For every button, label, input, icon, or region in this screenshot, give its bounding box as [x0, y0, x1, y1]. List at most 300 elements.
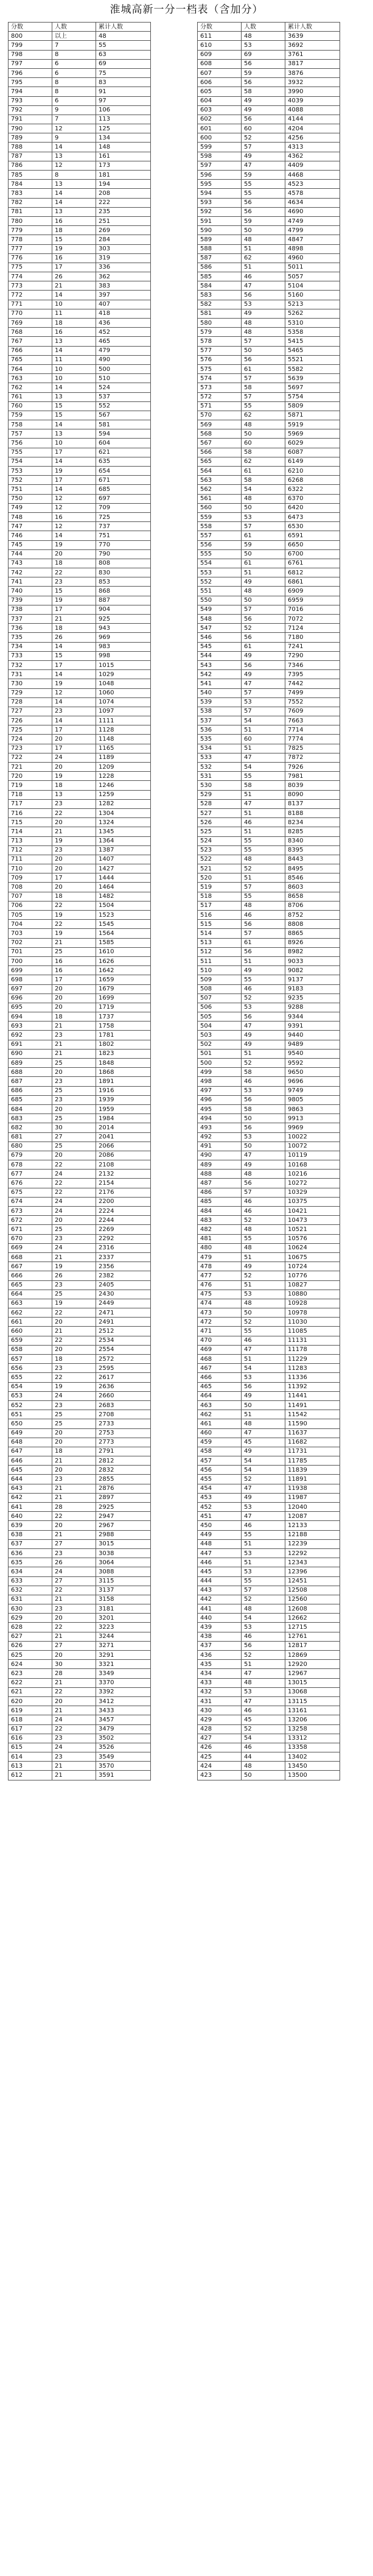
- score-cell: 697: [9, 984, 52, 993]
- table-row: [9, 845, 151, 855]
- cumulative-cell: 1128: [96, 725, 151, 735]
- table-row: [198, 735, 340, 744]
- cumulative-cell: 3932: [285, 78, 340, 87]
- table-row: [9, 143, 151, 152]
- table-row: [9, 1771, 151, 1780]
- table-row: [198, 1762, 340, 1771]
- score-cell: 738: [9, 605, 52, 614]
- table-row: [198, 855, 340, 864]
- table-row: [198, 1706, 340, 1715]
- score-cell: 773: [9, 281, 52, 291]
- table-row: [9, 207, 151, 216]
- table-row: [198, 512, 340, 521]
- count-cell: 49: [242, 96, 285, 105]
- table-row: [9, 1225, 151, 1234]
- count-cell: 53: [242, 1503, 285, 1512]
- score-cell: 533: [198, 753, 242, 762]
- count-cell: 48: [242, 1762, 285, 1771]
- cumulative-cell: 10827: [285, 1280, 340, 1290]
- table-row: [198, 716, 340, 725]
- count-cell: 20: [52, 864, 96, 873]
- cumulative-cell: 10421: [285, 1207, 340, 1216]
- table-row: [198, 439, 340, 448]
- count-cell: 53: [242, 300, 285, 309]
- score-cell: 539: [198, 697, 242, 707]
- count-cell: 17: [52, 744, 96, 753]
- cumulative-cell: 2405: [96, 1280, 151, 1290]
- cumulative-cell: 2200: [96, 1197, 151, 1206]
- cumulative-cell: 5011: [285, 263, 340, 272]
- cumulative-cell: 10072: [285, 1142, 340, 1151]
- cumulative-cell: 13258: [285, 1724, 340, 1734]
- score-cell: 726: [9, 716, 52, 725]
- table-row: [198, 956, 340, 965]
- score-cell: 524: [198, 836, 242, 845]
- score-cell: 778: [9, 235, 52, 244]
- cumulative-cell: 2041: [96, 1132, 151, 1142]
- score-cell: 706: [9, 901, 52, 910]
- table-row: [198, 1355, 340, 1364]
- count-cell: 21: [52, 1493, 96, 1502]
- table-row: [9, 1576, 151, 1586]
- count-cell: 16: [52, 253, 96, 263]
- count-cell: 52: [242, 624, 285, 633]
- table-row: [198, 790, 340, 799]
- cumulative-cell: 4847: [285, 235, 340, 244]
- table-row: [9, 1077, 151, 1086]
- cumulative-cell: 1585: [96, 938, 151, 947]
- score-cell: 604: [198, 96, 242, 105]
- cumulative-cell: 11542: [285, 1410, 340, 1419]
- cumulative-cell: 1737: [96, 1012, 151, 1022]
- cumulative-cell: 7609: [285, 707, 340, 716]
- count-cell: 19: [52, 1299, 96, 1308]
- count-cell: 53: [242, 1373, 285, 1382]
- table-row: [198, 1123, 340, 1132]
- cumulative-cell: 11785: [285, 1456, 340, 1466]
- score-cell: 609: [198, 50, 242, 59]
- table-row: [9, 198, 151, 207]
- score-cell: 583: [198, 291, 242, 300]
- table-row: [198, 799, 340, 808]
- count-cell: 20: [52, 1216, 96, 1225]
- cumulative-cell: 5415: [285, 337, 340, 346]
- table-row: [9, 1142, 151, 1151]
- cumulative-cell: 13206: [285, 1715, 340, 1724]
- score-cell: 611: [198, 32, 242, 41]
- score-cell: 561: [198, 494, 242, 503]
- score-cell: 585: [198, 272, 242, 281]
- table-row: [198, 1373, 340, 1382]
- score-cell: 725: [9, 725, 52, 735]
- score-cell: 537: [198, 716, 242, 725]
- score-cell: 743: [9, 559, 52, 568]
- score-cell: 724: [9, 735, 52, 744]
- cumulative-cell: 6268: [285, 476, 340, 485]
- cumulative-cell: 12817: [285, 1641, 340, 1650]
- count-cell: 15: [52, 651, 96, 660]
- cumulative-cell: 2512: [96, 1327, 151, 1336]
- count-cell: 55: [242, 892, 285, 901]
- cumulative-cell: 2925: [96, 1503, 151, 1512]
- table-row: [198, 1604, 340, 1614]
- score-cell: 715: [9, 818, 52, 827]
- cumulative-cell: 4468: [285, 171, 340, 180]
- cumulative-cell: 1345: [96, 827, 151, 836]
- cumulative-cell: 397: [96, 291, 151, 300]
- table-header-row: [9, 23, 151, 32]
- table-row: [198, 1290, 340, 1299]
- table-row: [9, 577, 151, 587]
- cumulative-cell: 336: [96, 263, 151, 272]
- cumulative-cell: 13312: [285, 1734, 340, 1743]
- score-cell: 572: [198, 392, 242, 401]
- score-cell: 476: [198, 1280, 242, 1290]
- table-row: [9, 818, 151, 827]
- cumulative-cell: 1959: [96, 1104, 151, 1113]
- cumulative-cell: 8926: [285, 938, 340, 947]
- score-cell: 497: [198, 1086, 242, 1095]
- cumulative-cell: 1699: [96, 993, 151, 1003]
- table-row: [9, 1456, 151, 1466]
- cumulative-cell: 2244: [96, 1216, 151, 1225]
- cumulative-cell: 8039: [285, 781, 340, 790]
- count-cell: 61: [242, 467, 285, 476]
- table-row: [198, 1077, 340, 1086]
- table-row: [9, 1391, 151, 1400]
- count-cell: 19: [52, 244, 96, 253]
- count-cell: 23: [52, 1095, 96, 1104]
- cumulative-cell: 1659: [96, 975, 151, 984]
- table-row: [198, 615, 340, 624]
- cumulative-cell: 12343: [285, 1558, 340, 1567]
- score-cell: 759: [9, 411, 52, 420]
- cumulative-cell: 12508: [285, 1586, 340, 1595]
- score-cell: 441: [198, 1604, 242, 1614]
- count-cell: 20: [52, 735, 96, 744]
- count-cell: 48: [242, 1604, 285, 1614]
- count-cell: 21: [52, 1762, 96, 1771]
- score-cell: 728: [9, 697, 52, 707]
- cumulative-cell: 9082: [285, 966, 340, 975]
- score-cell: 553: [198, 568, 242, 577]
- count-cell: 51: [242, 956, 285, 965]
- cumulative-cell: 8234: [285, 818, 340, 827]
- count-cell: 53: [242, 512, 285, 521]
- cumulative-cell: 1304: [96, 808, 151, 817]
- table-row: [198, 337, 340, 346]
- cumulative-cell: 319: [96, 253, 151, 263]
- count-cell: 11: [52, 309, 96, 318]
- table-row: [198, 392, 340, 401]
- table-row: [198, 189, 340, 198]
- cumulative-cell: 6761: [285, 559, 340, 568]
- count-cell: 22: [52, 1724, 96, 1734]
- score-cell: 423: [198, 1771, 242, 1780]
- table-row: [9, 512, 151, 521]
- score-cell: 458: [198, 1447, 242, 1456]
- table-row: [198, 1216, 340, 1225]
- cumulative-cell: 2269: [96, 1225, 151, 1234]
- score-cell: 610: [198, 41, 242, 50]
- cumulative-cell: 500: [96, 364, 151, 373]
- score-cell: 702: [9, 938, 52, 947]
- score-cell: 673: [9, 1207, 52, 1216]
- cumulative-cell: 2154: [96, 1179, 151, 1188]
- cumulative-cell: 13500: [285, 1771, 340, 1780]
- score-cell: 598: [198, 152, 242, 161]
- count-cell: 53: [242, 41, 285, 50]
- count-cell: 47: [242, 799, 285, 808]
- count-cell: 51: [242, 1049, 285, 1058]
- cumulative-cell: 2316: [96, 1243, 151, 1252]
- cumulative-cell: 1626: [96, 956, 151, 965]
- count-cell: 20: [52, 1438, 96, 1447]
- count-cell: 48: [242, 235, 285, 244]
- count-cell: 24: [52, 1743, 96, 1752]
- count-cell: 25: [52, 1059, 96, 1068]
- score-cell: 684: [9, 1104, 52, 1113]
- score-cell: 776: [9, 253, 52, 263]
- table-row: [9, 401, 151, 411]
- score-cell: 616: [9, 1734, 52, 1743]
- table-row: [9, 836, 151, 845]
- count-cell: 19: [52, 679, 96, 688]
- table-row: [9, 753, 151, 762]
- cumulative-cell: 808: [96, 559, 151, 568]
- table-row: [198, 485, 340, 494]
- cumulative-cell: 2491: [96, 1318, 151, 1327]
- count-cell: 56: [242, 1012, 285, 1022]
- count-cell: 19: [52, 772, 96, 781]
- table-row: [9, 781, 151, 790]
- table-row: [198, 1595, 340, 1604]
- cumulative-cell: 604: [96, 439, 151, 448]
- count-cell: 25: [52, 1114, 96, 1123]
- cumulative-cell: 3692: [285, 41, 340, 50]
- score-cell: 590: [198, 226, 242, 235]
- table-row: [198, 1539, 340, 1548]
- count-cell: 51: [242, 1539, 285, 1548]
- cumulative-cell: 3271: [96, 1641, 151, 1650]
- cumulative-cell: 3064: [96, 1558, 151, 1567]
- cumulative-cell: 4409: [285, 161, 340, 170]
- table-row: [198, 1170, 340, 1179]
- score-cell: 732: [9, 660, 52, 669]
- score-cell: 450: [198, 1521, 242, 1530]
- count-cell: 50: [242, 226, 285, 235]
- count-cell: 49: [242, 670, 285, 679]
- score-cell: 682: [9, 1123, 52, 1132]
- count-cell: 27: [52, 1641, 96, 1650]
- table-row: [9, 1447, 151, 1456]
- table-row: [9, 309, 151, 318]
- cumulative-cell: 12292: [285, 1548, 340, 1558]
- score-cell: 579: [198, 328, 242, 337]
- table-row: [198, 1734, 340, 1743]
- count-cell: 14: [52, 642, 96, 651]
- score-cell: 510: [198, 966, 242, 975]
- table-row: [9, 485, 151, 494]
- table-row: [198, 596, 340, 605]
- cumulative-cell: 770: [96, 540, 151, 549]
- table-row: [198, 642, 340, 651]
- count-cell: 47: [242, 679, 285, 688]
- score-cell: 737: [9, 615, 52, 624]
- count-cell: 52: [242, 1724, 285, 1734]
- table-row: [198, 605, 340, 614]
- cumulative-cell: 8188: [285, 808, 340, 817]
- table-row: [198, 133, 340, 143]
- table-row: [9, 1595, 151, 1604]
- count-cell: 14: [52, 531, 96, 540]
- count-cell: 53: [242, 697, 285, 707]
- cumulative-cell: 3158: [96, 1595, 151, 1604]
- score-cell: 577: [198, 346, 242, 355]
- score-cell: 562: [198, 485, 242, 494]
- score-cell: 622: [9, 1678, 52, 1687]
- cumulative-cell: 452: [96, 328, 151, 337]
- table-row: [198, 1687, 340, 1696]
- cumulative-cell: 12920: [285, 1660, 340, 1669]
- cumulative-cell: 9540: [285, 1049, 340, 1058]
- cumulative-cell: 7290: [285, 651, 340, 660]
- cumulative-cell: 2382: [96, 1271, 151, 1280]
- cumulative-cell: 868: [96, 587, 151, 596]
- cumulative-cell: 3549: [96, 1752, 151, 1762]
- cumulative-cell: 6650: [285, 540, 340, 549]
- cumulative-cell: 9913: [285, 1114, 340, 1123]
- cumulative-cell: 2660: [96, 1391, 151, 1400]
- score-cell: 665: [9, 1280, 52, 1290]
- score-cell: 690: [9, 1049, 52, 1058]
- table-row: [198, 1678, 340, 1687]
- count-cell: 18: [52, 1012, 96, 1022]
- table-row: [198, 1382, 340, 1391]
- count-cell: 57: [242, 707, 285, 716]
- cumulative-cell: 3181: [96, 1604, 151, 1614]
- cumulative-cell: 4144: [285, 115, 340, 124]
- score-cell: 628: [9, 1623, 52, 1632]
- score-cell: 614: [9, 1752, 52, 1762]
- cumulative-cell: 48: [96, 32, 151, 41]
- cumulative-cell: 5697: [285, 383, 340, 392]
- score-cell: 784: [9, 180, 52, 189]
- cumulative-cell: 13161: [285, 1706, 340, 1715]
- cumulative-cell: 12087: [285, 1512, 340, 1521]
- table-row: [198, 688, 340, 697]
- count-cell: 20: [52, 1318, 96, 1327]
- table-row: [9, 993, 151, 1003]
- cumulative-cell: 1823: [96, 1049, 151, 1058]
- cumulative-cell: 5057: [285, 272, 340, 281]
- table-row: [198, 457, 340, 466]
- table-row: [9, 68, 151, 77]
- score-cell: 508: [198, 984, 242, 993]
- score-cell: 506: [198, 1003, 242, 1012]
- score-cell: 787: [9, 152, 52, 161]
- table-row: [9, 596, 151, 605]
- count-cell: 53: [242, 1290, 285, 1299]
- table-row: [9, 420, 151, 429]
- score-cell: 603: [198, 105, 242, 115]
- table-row: [198, 1188, 340, 1197]
- count-cell: 51: [242, 1558, 285, 1567]
- cumulative-cell: 2132: [96, 1170, 151, 1179]
- cumulative-cell: 3876: [285, 68, 340, 77]
- table-row: [198, 1428, 340, 1438]
- table-row: [198, 50, 340, 59]
- cumulative-cell: 1387: [96, 845, 151, 855]
- table-row: [198, 1632, 340, 1641]
- table-row: [9, 1216, 151, 1225]
- table-row: [9, 1734, 151, 1743]
- table-row: [9, 1197, 151, 1206]
- count-cell: 46: [242, 1706, 285, 1715]
- cumulative-cell: 925: [96, 615, 151, 624]
- table-row: [9, 938, 151, 947]
- cumulative-cell: 1364: [96, 836, 151, 845]
- cumulative-cell: 10928: [285, 1299, 340, 1308]
- table-row: [198, 78, 340, 87]
- count-cell: 27: [52, 1132, 96, 1142]
- cumulative-cell: 2572: [96, 1355, 151, 1364]
- table-row: [9, 1151, 151, 1160]
- score-cell: 447: [198, 1548, 242, 1558]
- count-cell: 16: [52, 512, 96, 521]
- cumulative-cell: 998: [96, 651, 151, 660]
- count-cell: 16: [52, 966, 96, 975]
- count-cell: 46: [242, 818, 285, 827]
- score-cell: 446: [198, 1558, 242, 1567]
- score-cell: 753: [9, 467, 52, 476]
- cumulative-cell: 8658: [285, 892, 340, 901]
- table-row: [9, 216, 151, 225]
- count-cell: 56: [242, 660, 285, 669]
- cumulative-cell: 4634: [285, 198, 340, 207]
- score-cell: 433: [198, 1678, 242, 1687]
- count-cell: 56: [242, 59, 285, 68]
- cumulative-cell: 12662: [285, 1614, 340, 1623]
- count-cell: 50: [242, 503, 285, 512]
- score-cell: 719: [9, 781, 52, 790]
- count-cell: 50: [242, 1400, 285, 1410]
- count-cell: 62: [242, 457, 285, 466]
- cumulative-cell: 887: [96, 596, 151, 605]
- cumulative-cell: 383: [96, 281, 151, 291]
- count-cell: 21: [52, 1678, 96, 1687]
- table-row: [198, 476, 340, 485]
- cumulative-cell: 13115: [285, 1696, 340, 1706]
- count-cell: 16: [52, 216, 96, 225]
- cumulative-cell: 11987: [285, 1493, 340, 1502]
- score-cell: 519: [198, 883, 242, 892]
- cumulative-cell: 208: [96, 189, 151, 198]
- count-cell: 以上: [52, 32, 96, 41]
- score-cell: 636: [9, 1548, 52, 1558]
- cumulative-cell: 6700: [285, 549, 340, 559]
- cumulative-cell: 63: [96, 50, 151, 59]
- cumulative-cell: 10119: [285, 1151, 340, 1160]
- table-row: [198, 1040, 340, 1049]
- score-cell: 796: [9, 68, 52, 77]
- table-row: [9, 920, 151, 929]
- cumulative-cell: 418: [96, 309, 151, 318]
- table-row: [198, 1438, 340, 1447]
- table-row: [9, 171, 151, 180]
- count-cell: 49: [242, 577, 285, 587]
- table-row: [198, 1660, 340, 1669]
